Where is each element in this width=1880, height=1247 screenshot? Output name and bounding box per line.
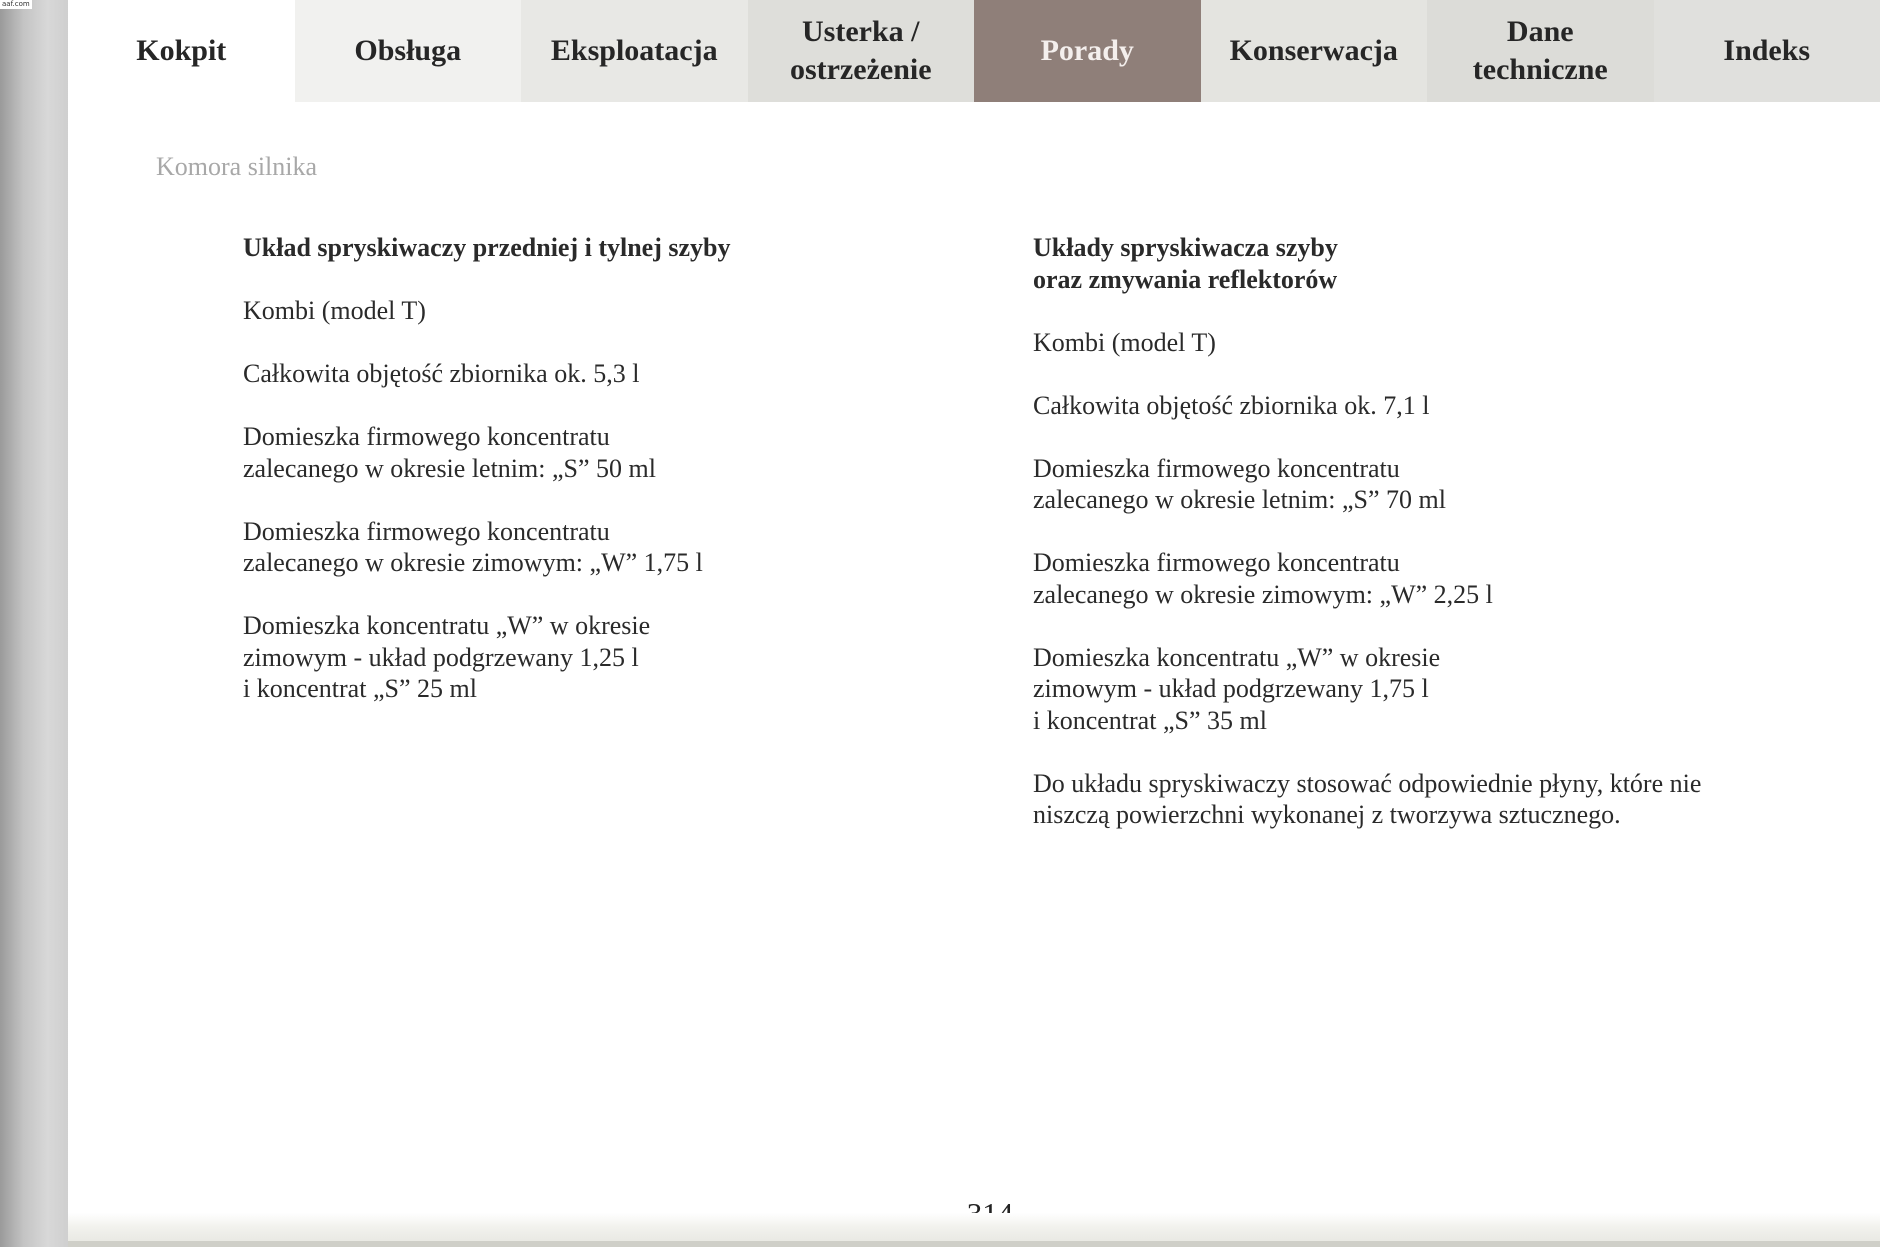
right-paragraph-winter-mix: Domieszka firmowego koncentratu zalecanego w okresie zimowym: „W” 2,25 l — [1033, 548, 1493, 609]
left-column-heading: Układ spryskiwaczy przedniej i tylnej szyby — [243, 233, 731, 262]
section-title: Komora silnika — [156, 152, 318, 181]
tab-eksploatacja[interactable]: Eksploatacja — [521, 0, 748, 102]
tab-konserwacja[interactable]: Konserwacja — [1201, 0, 1428, 102]
left-paragraph-heated-mix: Domieszka koncentratu „W” w okresie zimowym - układ podgrzewany 1,25 l i koncentrat „S” 25 ml — [243, 611, 651, 703]
right-paragraph-fluid-note: Do układu spryskiwaczy stosować odpowiednie płyny, które nie niszczą powierzchni wykonanej z tworzywa sztucznego. — [1033, 768, 1702, 829]
left-paragraph-model: Kombi (model T) — [243, 296, 426, 325]
chapter-tab-bar — [68, 0, 1880, 102]
book-spine-shadow — [0, 0, 68, 1247]
right-paragraph-summer-mix: Domieszka firmowego koncentratu zalecanego w okresie letnim: „S” 70 ml — [1033, 453, 1446, 514]
page-bottom-edge — [68, 1241, 1880, 1247]
left-paragraph-winter-mix: Domieszka firmowego koncentratu zalecanego w okresie zimowym: „W” 1,75 l — [243, 516, 703, 577]
tab-dane-techniczne[interactable]: Dane techniczne — [1427, 0, 1654, 102]
left-column — [243, 232, 923, 736]
right-paragraph-model: Kombi (model T) — [1033, 327, 1216, 357]
tab-porady-active[interactable]: Porady — [974, 0, 1201, 102]
right-column-heading: Układy spryskiwacza szyby oraz zmywania reflektorów — [1033, 233, 1338, 294]
right-paragraph-heated-mix: Domieszka koncentratu „W” w okresie zimowym - układ podgrzewany 1,75 l i koncentrat „S” 35 ml — [1033, 642, 1441, 735]
tab-obsluga[interactable]: Obsługa — [295, 0, 522, 102]
tab-kokpit[interactable]: Kokpit — [68, 0, 295, 102]
left-paragraph-capacity: Całkowita objętość zbiornika ok. 5,3 l — [243, 359, 640, 388]
corner-watermark: aaf.com — [2, 0, 30, 8]
right-column — [1033, 232, 1793, 862]
left-paragraph-summer-mix: Domieszka firmowego koncentratu zalecanego w okresie letnim: „S” 50 ml — [243, 422, 656, 483]
tab-usterka-ostrzezenie[interactable]: Usterka / ostrzeżenie — [748, 0, 975, 102]
tab-indeks[interactable]: Indeks — [1654, 0, 1880, 102]
right-paragraph-capacity: Całkowita objętość zbiornika ok. 7,1 l — [1033, 390, 1430, 420]
